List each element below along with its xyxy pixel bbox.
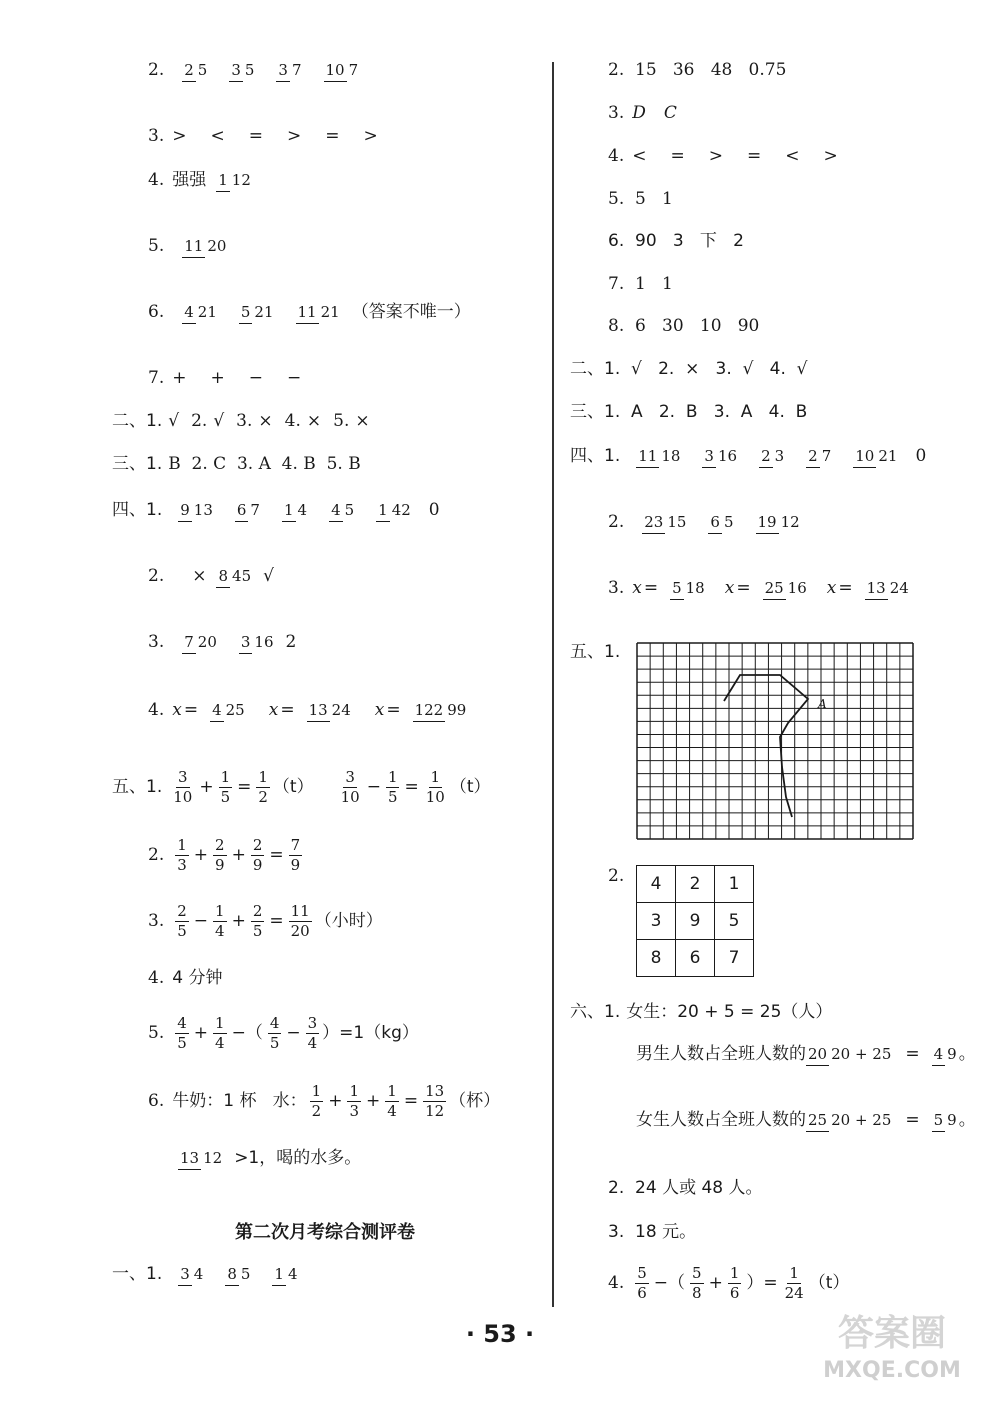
drawn-shape — [724, 675, 808, 817]
magic-square-cell: 2 — [676, 866, 715, 903]
numerator: 23 — [642, 513, 665, 534]
denominator: 7 — [291, 61, 302, 79]
fraction — [690, 1266, 704, 1301]
fraction — [783, 1266, 806, 1301]
fraction — [763, 581, 809, 596]
magic-square-cell: 4 — [637, 866, 676, 903]
numerator: 13 — [178, 1149, 201, 1170]
denominator: 20 + 25 — [831, 1111, 892, 1129]
section-title: 第二次月考综合测评卷 — [235, 1222, 415, 1243]
numerator: 2 — [252, 902, 263, 920]
expression — [632, 1266, 808, 1301]
right-r8: 二、1. √ 2. × 3. √ 4. √ — [570, 359, 808, 379]
denominator: 5 — [177, 1034, 187, 1052]
drawing-grid — [636, 642, 914, 840]
operator: − — [286, 1023, 301, 1043]
right-r2: 3. D C — [608, 103, 677, 123]
fraction — [213, 1016, 227, 1051]
fraction — [806, 1113, 893, 1128]
operator: + — [193, 845, 209, 865]
numerator: 122 — [413, 701, 446, 722]
fraction — [175, 1016, 189, 1051]
right-r18: 2. 24 人或 48 人。 — [608, 1178, 763, 1198]
denominator: 21 — [197, 303, 217, 321]
fraction — [635, 1266, 649, 1301]
right-r1: 2. 15 36 48 0.75 — [608, 60, 787, 80]
numerator: 2 — [806, 447, 820, 468]
numerator: 13 — [307, 701, 330, 722]
numerator: 3 — [178, 1265, 192, 1286]
fraction — [251, 904, 265, 939]
fraction — [219, 770, 233, 805]
numerator: 3 — [239, 633, 253, 654]
denominator: 20 — [197, 633, 217, 651]
left-q6: 7. + + − − — [148, 368, 302, 388]
fraction — [306, 1016, 320, 1051]
numerator: 1 — [215, 1014, 225, 1032]
numerator: 1 — [177, 836, 187, 854]
magic-square-cell: 3 — [637, 903, 676, 940]
denominator: 4 — [307, 1034, 318, 1052]
numerator: 5 — [637, 1264, 647, 1282]
fraction — [251, 838, 265, 873]
right-r3: 4. < = > = < > — [608, 146, 838, 166]
fraction — [289, 838, 303, 873]
fraction — [759, 449, 786, 464]
denominator: 8 — [692, 1284, 702, 1302]
operator: + — [193, 1023, 209, 1043]
left-s5a: 五、1. $\frac{3}{10}$ + $\frac{1}{5}$ = $\frac{1}{2}$ （t） $\frac{3}{10}$ − $\frac{1}{5}$ = $\frac{1}{10}$ （t） — [112, 768, 491, 806]
denominator: 24 — [784, 1284, 804, 1302]
denominator: 2 — [258, 788, 268, 806]
numerator: 10 — [324, 61, 347, 82]
expression — [336, 770, 450, 805]
svg-text:答案圈: 答案圈 — [837, 1313, 947, 1354]
right-r5: 6. 90 3 下 2 — [608, 231, 744, 251]
fraction — [329, 503, 356, 518]
operator: + — [708, 1273, 723, 1293]
fraction — [385, 1084, 399, 1119]
denominator: 5 — [177, 922, 187, 940]
expression — [265, 1016, 322, 1051]
magic-square-cell: 1 — [715, 866, 754, 903]
fraction — [339, 770, 362, 805]
numerator: 5 — [239, 303, 253, 324]
numerator: 1 — [258, 768, 268, 786]
denominator: 16 — [254, 633, 274, 651]
numerator: 6 — [235, 501, 249, 522]
numerator: 19 — [756, 513, 779, 534]
left-q5: 6. 4 21 5 21 11 21 （答案不唯一） — [148, 302, 471, 322]
operator: + — [199, 777, 214, 797]
expression — [172, 1016, 265, 1051]
numerator: 5 — [670, 579, 684, 600]
denominator: 18 — [685, 579, 705, 597]
expression — [307, 1084, 449, 1119]
left-s4d: 4. x = 4 25 x = 13 24 x = 122 99 — [148, 700, 467, 720]
denominator: 4 — [215, 1034, 225, 1052]
fraction — [182, 63, 209, 78]
numerator: 3 — [702, 447, 716, 468]
numerator: 1 — [282, 501, 296, 522]
denominator: 12 — [203, 1149, 223, 1167]
left-s5f: 6. 牛奶：1 杯 水： $\frac{1}{2}$ + $\frac{1}{3}$ + $\frac{1}{4}$ = $\frac{13}{12}$ （杯） — [148, 1082, 501, 1120]
left-q2: 3. > < = > = > — [148, 126, 378, 146]
magic-square-cell: 5 — [715, 903, 754, 940]
operator: ）= — [746, 1273, 778, 1293]
denominator: 99 — [447, 701, 467, 719]
denominator: 24 — [889, 579, 909, 597]
left-s4c: 3. 7 20 3 16 2 — [148, 632, 297, 652]
numerator: 25 — [763, 579, 786, 600]
magic-square-cell: 7 — [715, 940, 754, 977]
operator: − — [193, 911, 209, 931]
denominator: 24 — [331, 701, 351, 719]
fraction — [756, 515, 802, 530]
fraction — [413, 703, 469, 718]
magic-square-cell: 6 — [676, 940, 715, 977]
right-r13-label: 五、1. — [570, 642, 621, 662]
numerator: 8 — [225, 1265, 239, 1286]
numerator: 2 — [252, 836, 263, 854]
operator: + — [366, 1091, 381, 1111]
denominator: 16 — [717, 447, 738, 465]
denominator: 7 — [250, 501, 260, 519]
magic-square-cell: 8 — [637, 940, 676, 977]
numerator: 3 — [345, 768, 355, 786]
numerator: 4 — [182, 303, 196, 324]
numerator: 11 — [182, 237, 205, 258]
fraction — [708, 515, 735, 530]
numerator: 1 — [215, 902, 225, 920]
fraction — [216, 569, 253, 584]
numerator: 4 — [210, 701, 224, 722]
denominator: 9 — [290, 856, 301, 874]
point-a-label: A — [818, 697, 827, 711]
fraction — [213, 838, 227, 873]
left-s4a: 四、1. 9 13 6 7 1 4 4 5 1 42 0 — [112, 500, 440, 520]
numerator: 1 — [789, 1264, 799, 1282]
denominator: 12 — [231, 171, 251, 189]
fraction — [642, 515, 688, 530]
denominator: 6 — [729, 1284, 740, 1302]
operator: + — [231, 845, 246, 865]
left-s5d: 4. 4 分钟 — [148, 968, 223, 988]
right-r7: 8. 6 30 10 90 — [608, 316, 760, 336]
numerator: 2 — [177, 902, 187, 920]
expression — [172, 838, 305, 873]
watermark-logo — [800, 1301, 985, 1386]
left-s1: 一、1. 3 4 8 5 1 4 — [112, 1264, 298, 1284]
numerator: 3 — [178, 768, 188, 786]
denominator: 20 — [290, 922, 310, 940]
numerator: 11 — [296, 303, 319, 324]
fraction — [853, 449, 899, 464]
numerator: 2 — [759, 447, 773, 468]
denominator: 21 — [878, 447, 898, 465]
fraction — [865, 581, 911, 596]
fraction — [256, 770, 270, 805]
denominator: 20 — [207, 237, 227, 255]
denominator: 5 — [344, 501, 355, 519]
fraction — [376, 503, 413, 518]
operator: = — [403, 1091, 419, 1111]
numerator: 1 — [376, 501, 390, 522]
numerator: 7 — [290, 836, 301, 854]
svg-text:MXQE.COM: MXQE.COM — [823, 1358, 961, 1383]
fraction — [272, 1267, 299, 1282]
numerator: 7 — [182, 633, 196, 654]
expression — [172, 904, 314, 939]
denominator: 45 — [232, 567, 252, 585]
fraction — [216, 173, 253, 188]
fraction — [175, 904, 189, 939]
fraction — [296, 305, 342, 320]
denominator: 5 — [197, 61, 208, 79]
denominator: 5 — [220, 788, 231, 806]
fraction — [932, 1113, 959, 1128]
fraction — [386, 770, 400, 805]
fraction — [424, 770, 447, 805]
left-s5e: 5. $\frac{4}{5}$ + $\frac{1}{4}$ −（ $\frac{4}{5}$ − $\frac{3}{4}$ ）=1（kg） — [148, 1014, 419, 1052]
denominator: 5 — [244, 61, 255, 79]
fraction — [932, 1047, 959, 1062]
fraction — [235, 503, 262, 518]
denominator: 25 — [225, 701, 245, 719]
fraction — [229, 63, 256, 78]
denominator: 12 — [425, 1102, 445, 1120]
fraction — [225, 1267, 252, 1282]
numerator: 4 — [269, 1014, 280, 1032]
denominator: 6 — [637, 1284, 647, 1302]
fraction — [289, 904, 312, 939]
fraction — [182, 635, 219, 650]
numerator: 1 — [272, 1265, 286, 1286]
left-q1: 2. 2 5 3 5 3 7 10 7 — [148, 60, 359, 80]
operator: + — [231, 911, 246, 931]
fraction — [178, 1267, 205, 1282]
fraction — [324, 63, 361, 78]
numerator: 13 — [865, 579, 888, 600]
operator: = — [269, 845, 284, 865]
fraction — [210, 703, 247, 718]
left-s5c: 3. $\frac{2}{5}$ − $\frac{1}{4}$ + $\frac{2}{5}$ = $\frac{11}{20}$ （小时） — [148, 902, 383, 940]
numerator: 3 — [229, 61, 243, 82]
fraction — [310, 1084, 324, 1119]
denominator: 15 — [667, 513, 687, 531]
numerator: 6 — [708, 513, 722, 534]
denominator: 9 — [252, 856, 263, 874]
numerator: 9 — [178, 501, 192, 522]
numerator: 25 — [806, 1111, 829, 1132]
right-r19: 3. 18 元。 — [608, 1222, 697, 1242]
denominator: 7 — [821, 447, 832, 465]
denominator: 3 — [177, 856, 187, 874]
operator: = — [404, 777, 419, 797]
fraction — [307, 703, 353, 718]
numerator: 5 — [932, 1111, 946, 1132]
right-r15: 六、1. 女生：20 + 5 = 25（人） — [570, 1002, 833, 1022]
left-s4b: 2. × 8 45 √ — [148, 566, 274, 586]
denominator: 4 — [287, 1265, 298, 1283]
fraction — [239, 305, 276, 320]
numerator: 11 — [636, 447, 659, 468]
denominator: 42 — [391, 501, 411, 519]
denominator: 9 — [947, 1045, 957, 1063]
denominator: 5 — [269, 1034, 280, 1052]
magic-square — [636, 865, 754, 977]
right-r10: 四、1. 11 18 3 16 2 3 2 7 10 21 0 — [570, 446, 927, 466]
numerator: 1 — [216, 171, 230, 192]
fraction — [213, 904, 227, 939]
fraction — [239, 635, 276, 650]
fraction — [636, 449, 682, 464]
numerator: 4 — [932, 1045, 946, 1066]
fraction — [670, 581, 707, 596]
denominator: 5 — [723, 513, 734, 531]
denominator: 10 — [425, 788, 445, 806]
denominator: 9 — [215, 856, 225, 874]
denominator: 10 — [173, 788, 193, 806]
numerator: 20 — [806, 1045, 829, 1066]
page-number: · 53 · — [465, 1320, 535, 1348]
fraction — [806, 1047, 893, 1062]
right-r17: 女生人数占全班人数的 25 20 + 25 = 5 9 。 — [636, 1110, 976, 1130]
fraction — [178, 503, 215, 518]
fraction — [728, 1266, 742, 1301]
numerator: 1 — [220, 768, 231, 786]
fraction — [175, 838, 189, 873]
denominator: 2 — [311, 1102, 322, 1120]
numerator: 1 — [729, 1264, 740, 1282]
denominator: 21 — [320, 303, 340, 321]
right-r14-num: 2. — [608, 866, 625, 886]
right-r16: 男生人数占全班人数的 20 20 + 25 = 4 9 。 — [636, 1044, 976, 1064]
numerator: 3 — [276, 61, 290, 82]
operator: = — [237, 777, 252, 797]
denominator: 5 — [240, 1265, 251, 1283]
fraction — [806, 449, 833, 464]
denominator: 13 — [193, 501, 213, 519]
right-r9: 三、1. A 2. B 3. A 4. B — [570, 402, 808, 422]
fraction — [347, 1084, 361, 1119]
numerator: 1 — [387, 768, 398, 786]
left-q4: 5. 11 20 — [148, 236, 227, 256]
denominator: 4 — [387, 1102, 397, 1120]
denominator: 12 — [780, 513, 800, 531]
denominator: 5 — [252, 922, 263, 940]
magic-square-cell: 9 — [676, 903, 715, 940]
fraction — [423, 1084, 446, 1119]
numerator: 13 — [425, 1082, 445, 1100]
right-r12: 3. x = 5 18 x = 25 16 x = 13 24 — [608, 578, 909, 598]
numerator: 3 — [307, 1014, 318, 1032]
fraction — [171, 770, 194, 805]
right-r4: 5. 5 1 — [608, 189, 673, 209]
denominator: 16 — [787, 579, 807, 597]
fraction — [268, 1016, 282, 1051]
numerator: 11 — [290, 902, 310, 920]
numerator: 1 — [311, 1082, 322, 1100]
operator: − — [366, 777, 381, 797]
denominator: 4 — [215, 922, 225, 940]
denominator: 7 — [348, 61, 359, 79]
left-s5b: 2. $\frac{1}{3}$ + $\frac{2}{9}$ + $\frac{2}{9}$ = $\frac{7}{9}$ — [148, 838, 305, 873]
denominator: 5 — [387, 788, 398, 806]
numerator: 10 — [853, 447, 876, 468]
operator: + — [328, 1091, 343, 1111]
denominator: 4 — [193, 1265, 204, 1283]
numerator: 4 — [329, 501, 343, 522]
expression — [168, 770, 273, 805]
denominator: 20 + 25 — [831, 1045, 892, 1063]
operator: −（ — [231, 1023, 263, 1043]
fraction — [702, 449, 739, 464]
numerator: 1 — [430, 768, 441, 786]
denominator: 18 — [661, 447, 681, 465]
numerator: 1 — [387, 1082, 397, 1100]
denominator: 9 — [947, 1111, 957, 1129]
fraction — [178, 1151, 224, 1166]
fraction — [182, 305, 219, 320]
denominator: 3 — [774, 447, 785, 465]
left-q3: 4. 强强 1 12 — [148, 170, 251, 190]
numerator: 4 — [177, 1014, 187, 1032]
operator: = — [269, 911, 284, 931]
fraction — [276, 63, 303, 78]
fraction — [282, 503, 309, 518]
numerator: 1 — [349, 1082, 360, 1100]
operator: −（ — [653, 1273, 686, 1293]
fraction — [182, 239, 228, 254]
left-s2: 二、1. √ 2. √ 3. × 4. × 5. × — [112, 411, 370, 431]
numerator: 2 — [182, 61, 196, 82]
right-r6: 7. 1 1 — [608, 274, 673, 294]
left-s3: 三、1. B 2. C 3. A 4. B 5. B — [112, 454, 361, 474]
right-r11: 2. 23 15 6 5 19 12 — [608, 512, 800, 532]
numerator: 8 — [216, 567, 230, 588]
denominator: 21 — [254, 303, 274, 321]
right-r20: 4. $\frac{5}{6}$ −（ $\frac{5}{8}$ + $\frac{1}{6}$ ）= $\frac{1}{24}$ （t） — [608, 1264, 850, 1302]
denominator: 10 — [340, 788, 360, 806]
numerator: 2 — [215, 836, 225, 854]
numerator: 5 — [692, 1264, 702, 1282]
denominator: 3 — [349, 1102, 360, 1120]
denominator: 4 — [297, 501, 308, 519]
column-divider — [552, 62, 554, 1307]
left-s5g: 13 12 >1，喝的水多。 — [180, 1148, 362, 1168]
